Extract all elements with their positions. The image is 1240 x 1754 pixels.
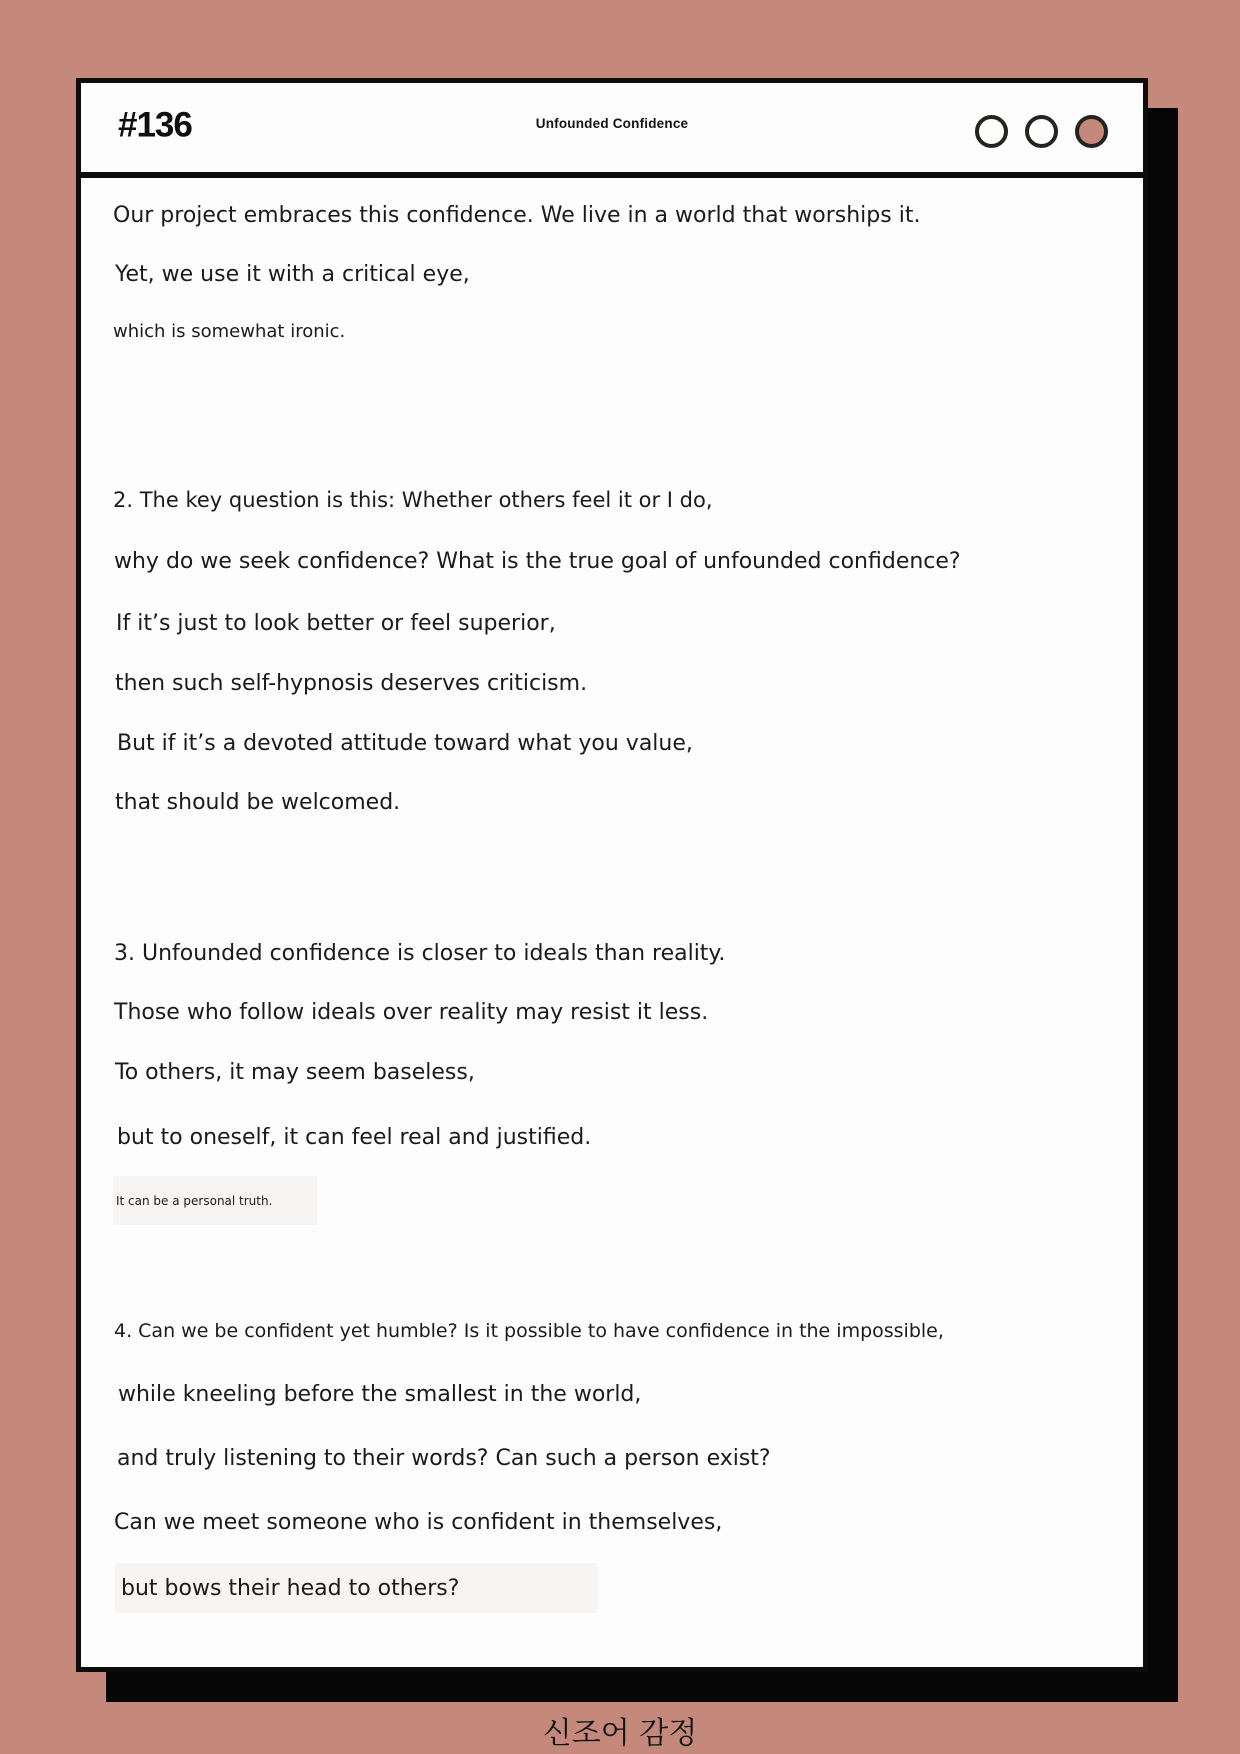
text-line: and truly listening to their words? Can such a person exist? (117, 1446, 771, 1471)
text-line: while kneeling before the smallest in the world, (118, 1382, 642, 1407)
text-line: If it’s just to look better or feel superior, (116, 611, 556, 636)
text-line: why do we seek confidence? What is the true goal of unfounded confidence? (114, 549, 961, 574)
window-dots (975, 115, 1108, 148)
footer-label: 신조어 감정 (542, 1716, 698, 1751)
window-dot-filled-icon[interactable] (1075, 115, 1108, 148)
page-title: Unfounded Confidence (535, 116, 689, 131)
text-line-highlighted: It can be a personal truth. (113, 1176, 317, 1225)
text-line: To others, it may seem baseless, (115, 1060, 475, 1085)
window-dot-icon[interactable] (975, 115, 1008, 148)
text-line: 3. Unfounded confidence is closer to ideals than reality. (114, 941, 726, 966)
text-line: Those who follow ideals over reality may resist it less. (114, 1000, 709, 1025)
text-line: 2. The key question is this: Whether others feel it or I do, (113, 488, 713, 512)
text-line-highlighted: but bows their head to others? (115, 1563, 598, 1613)
text-line: then such self-hypnosis deserves criticism. (115, 671, 588, 696)
document-card (76, 78, 1148, 1672)
text-line: Yet, we use it with a critical eye, (115, 262, 470, 287)
text-line: which is somewhat ironic. (113, 321, 346, 342)
window-dot-icon[interactable] (1025, 115, 1058, 148)
card-header (81, 83, 1143, 178)
text-line: but to oneself, it can feel real and justified. (117, 1125, 592, 1150)
text-line: 4. Can we be confident yet humble? Is it possible to have confidence in the impossible, (114, 1320, 944, 1342)
issue-number: #136 (118, 105, 192, 145)
text-line: But if it’s a devoted attitude toward what you value, (117, 731, 693, 756)
text-line: Can we meet someone who is confident in themselves, (114, 1510, 723, 1535)
text-line: Our project embraces this confidence. We live in a world that worships it. (113, 203, 921, 228)
text-line: that should be welcomed. (115, 790, 401, 815)
